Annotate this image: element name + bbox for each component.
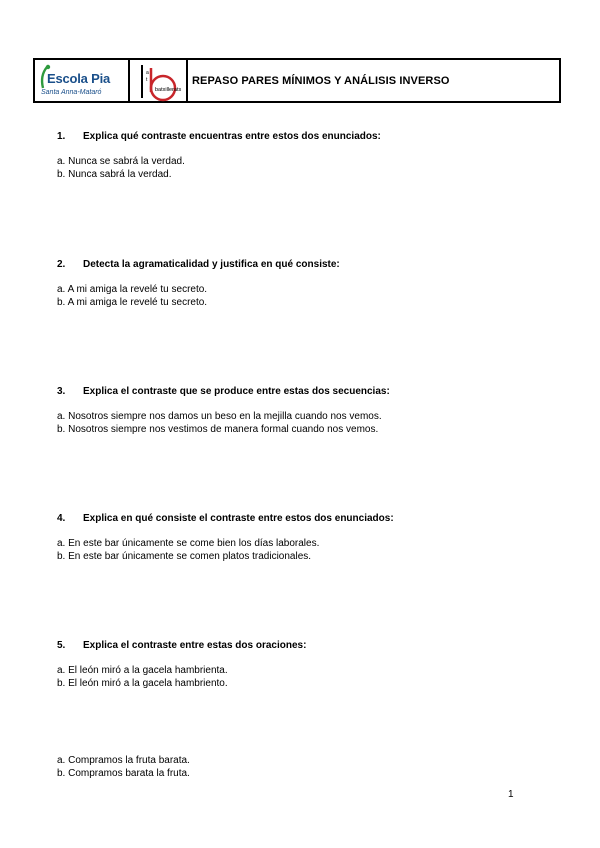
question-number: 5.: [57, 640, 66, 651]
extra-option-a: a. Compramos la fruta barata.: [57, 755, 190, 766]
question-text: Explica el contraste entre estas dos oraciones:: [83, 640, 307, 651]
school-subtitle: Santa Anna-Mataró: [41, 89, 102, 96]
batxillerats-logo: [130, 60, 188, 101]
question-number: 2.: [57, 259, 66, 270]
logo2-glyph-t: t: [146, 77, 148, 83]
header-table: [33, 58, 561, 103]
question-5: [57, 640, 306, 651]
option-b: b. El león miró a la gacela hambriento.: [57, 678, 228, 689]
question-2: [57, 259, 340, 270]
question-4: [57, 513, 394, 524]
option-a: a. En este bar únicamente se come bien los días laborales.: [57, 538, 320, 549]
question-text: Detecta la agramaticalidad y justifica en qué consiste:: [83, 259, 340, 270]
escola-pia-logo: [35, 60, 130, 101]
question-text: Explica el contraste que se produce entre estas dos secuencias:: [83, 386, 390, 397]
question-text: Explica en qué consiste el contraste entre estos dos enunciados:: [83, 513, 394, 524]
school-name: Escola Pia: [47, 71, 111, 86]
option-b: b. Nunca sabrá la verdad.: [57, 169, 172, 180]
batxillerats-b-icon: [133, 62, 185, 102]
page-number: 1: [508, 789, 514, 800]
question-number: 1.: [57, 131, 66, 142]
option-a: a. El león miró a la gacela hambrienta.: [57, 665, 228, 676]
question-text: Explica qué contraste encuentras entre estos dos enunciados:: [83, 131, 381, 142]
option-a: a. Nunca se sabrá la verdad.: [57, 156, 185, 167]
logo2-glyph-a: a: [146, 70, 149, 76]
question-1: [57, 131, 381, 142]
option-b: b. Nosotros siempre nos vestimos de manera formal cuando nos vemos.: [57, 424, 379, 435]
extra-option-b: b. Compramos barata la fruta.: [57, 768, 190, 779]
question-number: 4.: [57, 513, 66, 524]
document-title: REPASO PARES MÍNIMOS Y ANÁLISIS INVERSO: [192, 74, 450, 87]
question-3: [57, 386, 390, 397]
option-b: b. En este bar únicamente se comen platos tradicionales.: [57, 551, 312, 562]
logo2-text: batxillerats: [155, 87, 182, 93]
option-a: a. A mi amiga la revelé tu secreto.: [57, 284, 208, 295]
option-b: b. A mi amiga le revelé tu secreto.: [57, 297, 208, 308]
option-a: a. Nosotros siempre nos damos un beso en la mejilla cuando nos vemos.: [57, 411, 382, 422]
question-number: 3.: [57, 386, 66, 397]
